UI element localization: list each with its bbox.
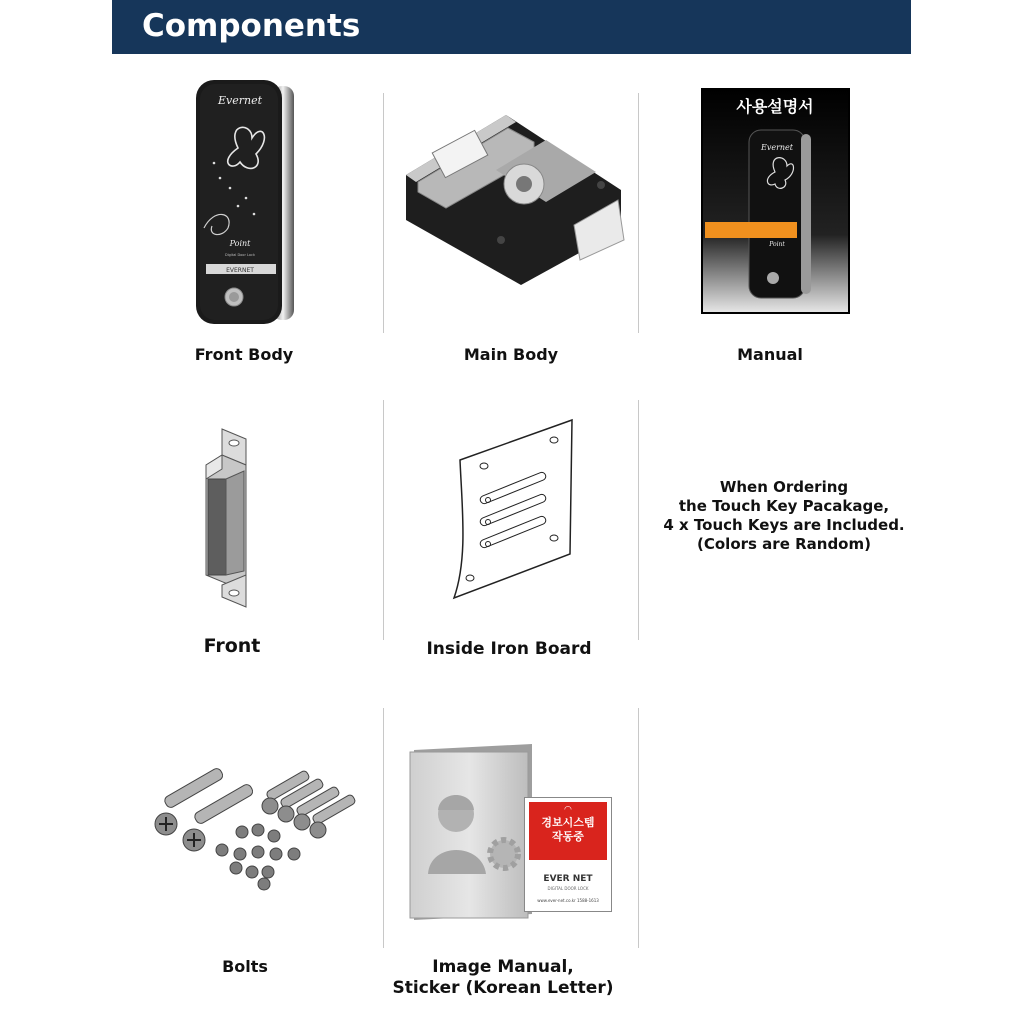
section-title: Components	[142, 8, 361, 44]
manual-image	[701, 88, 850, 314]
caption-bolts: Bolts	[222, 957, 268, 976]
front-body-brand: Evernet	[217, 94, 263, 107]
caption-image-manual	[372, 957, 634, 999]
alarm-sticker	[524, 797, 612, 912]
section-header	[112, 0, 911, 54]
front-body-image	[190, 78, 296, 326]
touch-key-note	[650, 478, 918, 554]
iron-board-image	[440, 418, 578, 602]
main-body-image	[396, 110, 626, 288]
sticker-line1: 경보시스템	[541, 816, 595, 829]
front-strike-image	[196, 425, 268, 615]
sticker-sub: DIGITAL DOOR LOCK	[547, 886, 589, 891]
caption-inside-iron-board: Inside Iron Board	[426, 639, 592, 659]
manual-korean-title: 사용설명서	[736, 97, 814, 116]
sticker-footer: www.ever-net.co.kr 1588-1613	[537, 898, 599, 903]
front-body-small-text: Digital Door Lock	[225, 253, 255, 257]
sticker-red-panel	[529, 802, 607, 860]
note-line: When Ordering	[719, 478, 849, 496]
note-line: (Colors are Random)	[697, 535, 871, 553]
caption-front-body: Front Body	[194, 345, 294, 364]
divider	[638, 708, 639, 948]
divider	[383, 93, 384, 333]
caption-front: Front	[203, 635, 261, 657]
caption-main-body: Main Body	[463, 345, 559, 364]
caption-line: Image Manual,	[432, 957, 574, 977]
divider	[638, 400, 639, 640]
note-line: 4 x Touch Keys are Included.	[663, 516, 905, 534]
front-body-model: Point	[229, 239, 251, 248]
wifi-icon: ◠	[564, 805, 572, 815]
sticker-line2: 작동중	[552, 830, 584, 843]
manual-brand: Evernet	[760, 143, 794, 152]
caption-manual: Manual	[737, 345, 803, 364]
divider	[383, 708, 384, 948]
divider	[638, 93, 639, 333]
bolts-image	[150, 762, 362, 894]
manual-model: Point	[769, 241, 785, 248]
front-body-plate: EVERNET	[226, 267, 254, 274]
note-line: the Touch Key Pacakage,	[678, 497, 890, 515]
image-manual-book	[404, 742, 536, 922]
sticker-brand: EVER NET	[543, 874, 593, 884]
divider	[383, 400, 384, 640]
caption-line: Sticker (Korean Letter)	[392, 978, 614, 998]
